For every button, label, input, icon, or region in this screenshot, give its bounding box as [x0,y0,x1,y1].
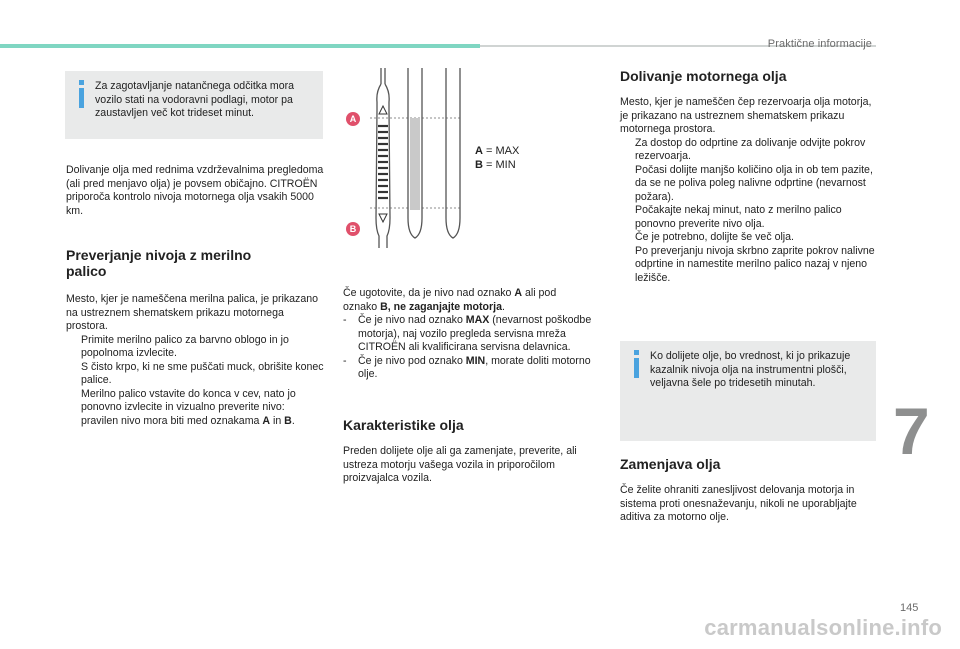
oil-characteristics-section [343,417,593,486]
d2-bold: MIN [465,354,486,367]
bullet-marker [620,137,635,164]
list-item [66,334,324,361]
badge-b: B [346,222,360,236]
bullet-marker [66,334,81,361]
header-accent-bar [0,44,480,48]
d2-pre: Če je nivo pod oznako [358,354,466,367]
bullet-text: Primite merilno palico za barvno oblogo in jo popolnoma izvlecite. [81,333,289,359]
badge-a: A [346,112,360,126]
dash-marker: - [343,314,347,326]
intro-paragraph [66,164,324,218]
bullet-text: Po preverjanju nivoja skrbno zaprite pokrov nalivne odprtine in namestite merilno palico nazaj v njeno ležišče. [635,244,875,284]
bullet-text: Počakajte nekaj minut, nato z merilno palico ponovno preverite nivo olja. [635,204,842,230]
list-item [620,204,878,231]
watermark: carmanualsonline.info [704,615,942,640]
bullet-marker [66,361,81,388]
legend-min [475,158,519,172]
d1-bold: MAX [465,314,490,326]
section-title: Praktične informacije [767,38,872,50]
legend-b-val: = MIN [482,159,516,171]
heading-dipstick-line1: Preverjanje nivoja z merilno [66,247,252,263]
p1-pre: Če ugotovite, da je nivo nad oznako [343,287,515,299]
heading-oil-characteristics: Karakteristike olja [343,417,464,433]
dash-marker: - [343,354,347,367]
oil-topup-section [620,68,878,285]
mark-a: A [262,414,271,427]
p1-b: B [380,300,388,313]
heading-dipstick-line2: palico [66,263,107,279]
d1-post: (nevarnost poškodbe motorja), naj vozilo pregleda servisna mreža CITROËN ali kvalificirana servisna delavnica. [358,314,592,353]
list-item [620,231,878,245]
bullet-text: Počasi dolijte manjšo količino olja in ob tem pazite, da se ne poliva poleg nalivne odprtine (nevarnost požara). [635,163,873,203]
dipstick-figure [340,68,470,248]
oil-change-section [620,456,878,525]
bullet-text: Če je potrebno, dolijte še več olja. [635,231,794,243]
list-item [620,245,878,286]
figure-legend [475,144,519,172]
p1-bold: , ne zaganjajte motorja [387,300,502,313]
legend-max [475,144,519,158]
legend-b-key: B [475,159,483,171]
info-icon [630,349,644,379]
bullet-end: . [291,414,295,427]
legend-a-val: = MAX [482,145,520,157]
bullet-in: in [270,414,285,427]
list-item [620,137,878,164]
bullet-marker [620,204,635,231]
level-instructions [343,287,593,382]
list-item [620,164,878,205]
page-number: 145 [900,602,919,614]
level-warning [343,287,593,314]
bullet-text: Za dostop do odprtine za dolivanje odvijte pokrov rezervoarja. [635,136,866,162]
oil-change-body: Če želite ohraniti zanesljivost delovanja motorja in sistema proti onesnaževanju, nikoli ne uporabljajte aditiva za motorno olje. [620,484,857,523]
bullet-marker [66,388,81,429]
list-item [343,314,593,355]
chapter-number: 7 [893,394,930,468]
intro-text: Dolivanje olja med rednima vzdrževalnima pregledoma (ali pred menjavo olja) je povsem običajno. CITROËN priporoča kontrolo nivoja motornega olja vsakih 5000 km. [66,164,324,217]
mark-b: B [284,414,292,427]
p1-end: . [501,300,505,313]
info-text: Za zagotavljanje natančnega odčitka mora vozilo stati na vodoravni podlagi, motor pa zaustavljen več kot trideset minut. [95,80,295,119]
d2-post: , morate doliti motorno olje. [358,354,591,380]
bullet-text: S čisto krpo, ki ne sme puščati muck, obrišite konec palice. [81,360,324,386]
info-box-oil-indicator [620,341,876,441]
d1-pre: Če je nivo nad oznako [358,314,466,326]
oil-characteristics-body: Preden dolijete olje ali ga zamenjate, preverite, ali ustreza motorju vašega vozila in priporočilom proizvajalca vozila. [343,445,577,484]
bullet-text [81,388,324,429]
info-box-level-reading [65,71,323,139]
p1-a: A [514,287,523,299]
list-item [66,388,324,429]
bullet-text-main: Merilno palico vstavite do konca v cev, nato jo ponovno izvlecite in vizualno preverite nivo: pravilen nivo mora biti med oznakama [81,387,296,427]
bullet-marker [620,245,635,286]
bullet-marker [620,231,635,245]
legend-a-key: A [475,145,483,157]
list-item [343,355,593,382]
dipstick-body: Mesto, kjer je nameščena merilna palica, je prikazano na ustreznem shematskem prikazu motornega prostora. [66,293,319,332]
heading-dipstick [66,247,324,279]
dipstick-section [66,247,324,428]
info-icon [75,79,89,109]
heading-oil-change: Zamenjava olja [620,456,721,472]
bullet-marker [620,164,635,205]
list-item [66,361,324,388]
p1-mid: ali pod oznako [343,287,557,313]
dash-text [358,314,593,355]
dash-text [358,355,593,382]
info-text: Ko dolijete olje, bo vrednost, ki jo prikazuje kazalnik nivoja olja na instrumentni plošči, veljavna šele po tridesetih minutah. [650,350,851,389]
oil-topup-body: Mesto, kjer je nameščen čep rezervoarja olja motorja, je prikazano na ustreznem shematskem prikazu motornega prostora. [620,96,872,135]
heading-oil-topup: Dolivanje motornega olja [620,68,787,84]
